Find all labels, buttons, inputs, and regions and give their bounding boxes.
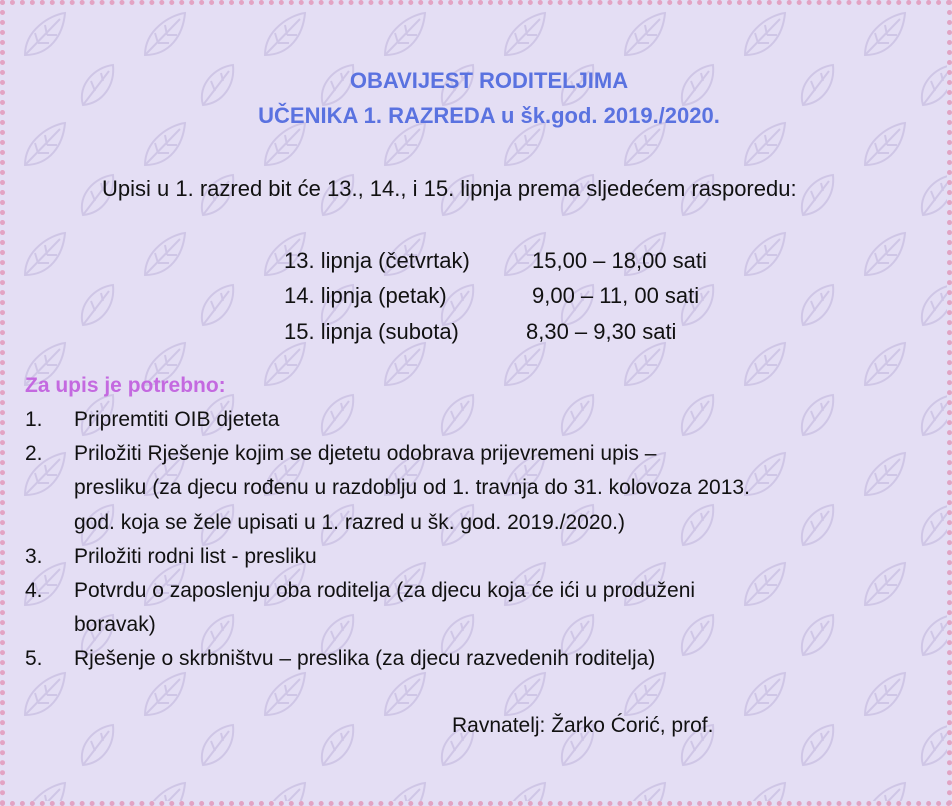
list-item-continuation: god. koja se žele upisati u 1. razred u šk. god. 2019./2020.) bbox=[74, 511, 626, 534]
notice-title-line-1: OBAVIJEST RODITELJIMA bbox=[349, 68, 629, 93]
list-item-continuation: presliku (za djecu rođenu u razdoblju od 1. travnja do 31. kolovoza 2013. bbox=[74, 476, 750, 499]
list-item: Rješenje o skrbništvu – preslika (za djecu razvedenih roditelja) bbox=[74, 647, 656, 670]
notice-content bbox=[5, 5, 952, 806]
requirements-heading: Za upis je potrebno: bbox=[25, 374, 226, 397]
list-number: 3. bbox=[25, 545, 43, 568]
schedule-day: 14. lipnja (petak) bbox=[284, 283, 447, 308]
schedule-time: 8,30 – 9,30 sati bbox=[526, 319, 677, 344]
schedule-day: 15. lipnja (subota) bbox=[284, 319, 459, 344]
list-number: 5. bbox=[25, 647, 43, 670]
intro-text: Upisi u 1. razred bit će 13., 14., i 15. lipnja prema sljedećem rasporedu: bbox=[102, 176, 797, 201]
list-number: 2. bbox=[25, 442, 43, 465]
list-number: 1. bbox=[25, 408, 43, 431]
list-item: Potvrdu o zaposlenju oba roditelja (za djecu koja će ići u produženi bbox=[74, 579, 696, 602]
list-item-continuation: boravak) bbox=[74, 613, 156, 636]
principal-signature: Ravnatelj: Žarko Ćorić, prof. bbox=[452, 714, 714, 737]
notice-title-line-2: UČENIKA 1. RAZREDA u šk.god. 2019./2020. bbox=[258, 103, 720, 128]
schedule-day: 13. lipnja (četvrtak) bbox=[284, 248, 470, 273]
list-item: Priložiti rodni list - presliku bbox=[74, 545, 317, 568]
list-item: Pripremtiti OIB djeteta bbox=[74, 408, 280, 431]
schedule-time: 9,00 – 11, 00 sati bbox=[532, 283, 700, 308]
list-number: 4. bbox=[25, 579, 43, 602]
schedule-time: 15,00 – 18,00 sati bbox=[532, 248, 707, 273]
list-item: Priložiti Rješenje kojim se djetetu odobrava prijevremeni upis – bbox=[74, 442, 657, 465]
